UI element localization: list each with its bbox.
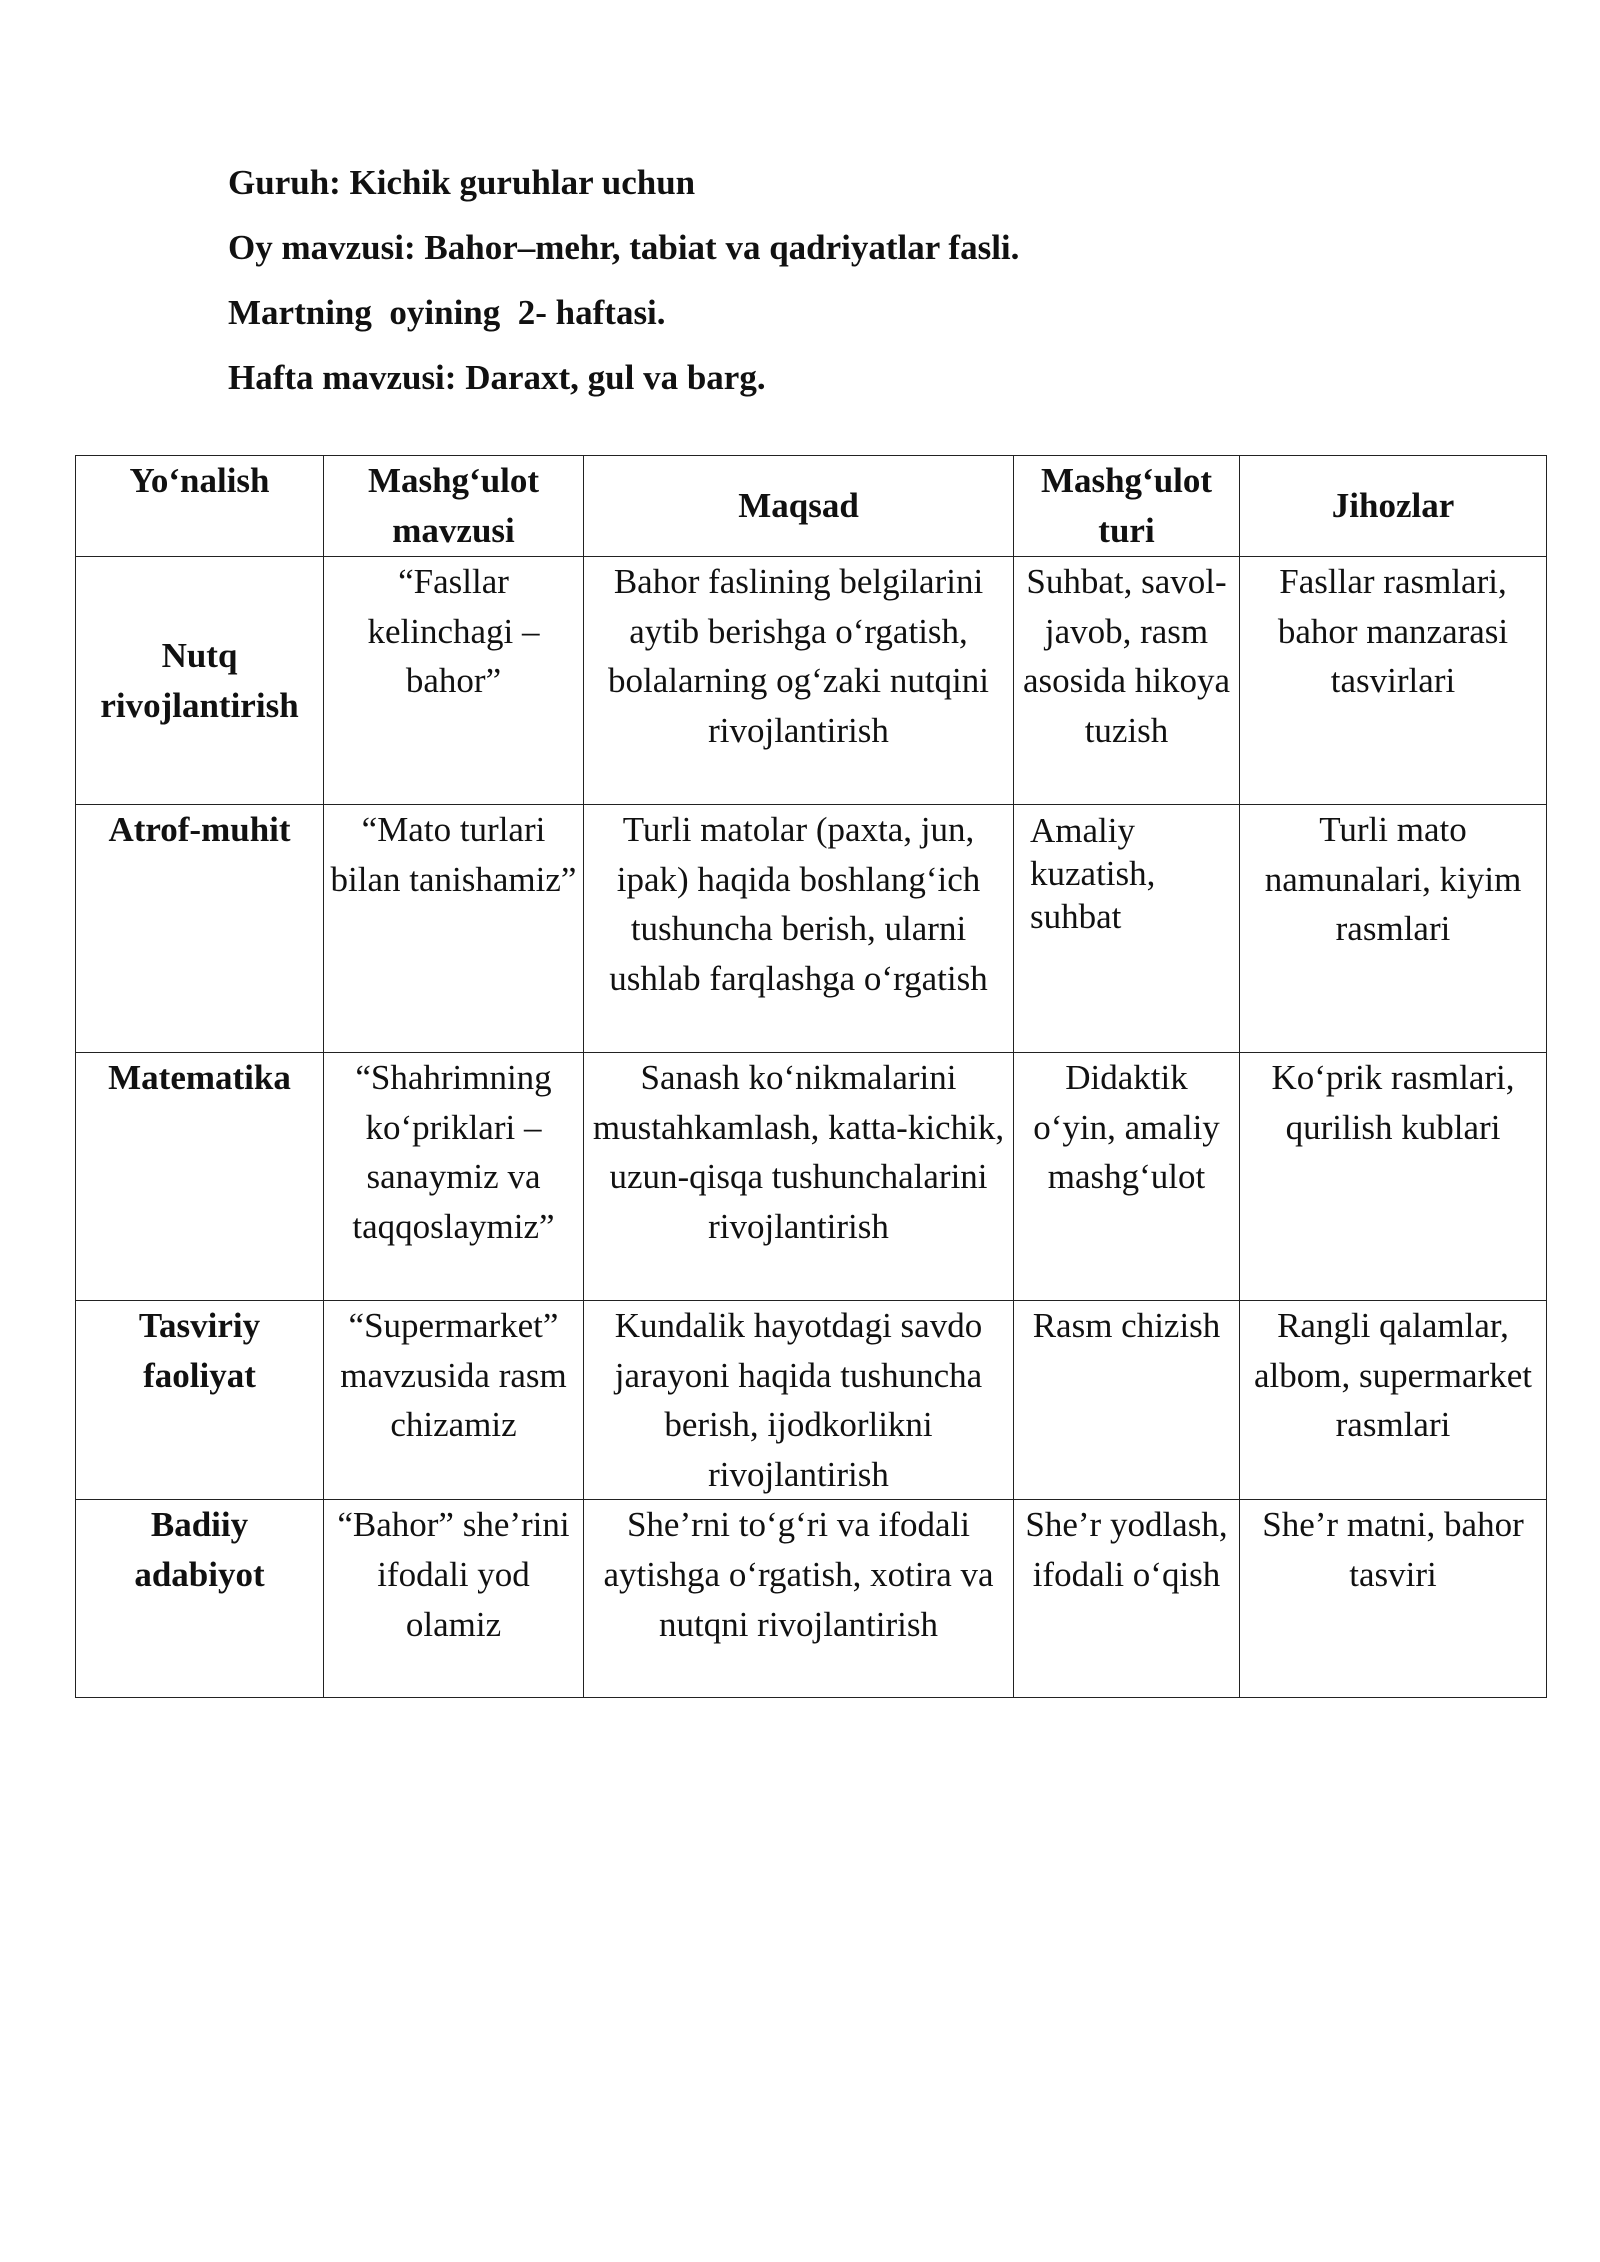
type-cell: Amaliy kuzatish, suhbat	[1014, 805, 1240, 1053]
equipment-cell: Turli mato namunalari, kiyim rasmlari	[1240, 805, 1547, 1053]
goal-cell: Sanash ko‘nikmalarini mustahkamlash, katta-kichik, uzun-qisqa tushunchalarini rivojlantirish	[584, 1053, 1014, 1301]
group-line: Guruh: Kichik guruhlar uchun	[228, 163, 696, 202]
table-row	[76, 1301, 1547, 1500]
equipment-cell: She’r matni, bahor tasviri	[1240, 1500, 1547, 1698]
type-cell: She’r yodlash, ifodali o‘qish	[1014, 1500, 1240, 1698]
goal-cell: Turli matolar (paxta, jun, ipak) haqida boshlang‘ich tushuncha berish, ularni ushlab farqlashga o‘rgatish	[584, 805, 1014, 1053]
direction-cell: Matematika	[76, 1053, 324, 1301]
week-of-month-line: Martning oyining 2- haftasi.	[228, 293, 666, 332]
direction-cell: Atrof-muhit	[76, 805, 324, 1053]
table-header-row	[76, 456, 1547, 557]
topic-cell: “Mato turlari bilan tanishamiz”	[324, 805, 584, 1053]
type-cell: Didaktik o‘yin, amaliy mashg‘ulot	[1014, 1053, 1240, 1301]
column-header-topic: Mashg‘ulot mavzusi	[324, 456, 584, 557]
goal-cell: Kundalik hayotdagi savdo jarayoni haqida tushuncha berish, ijodkorlikni rivojlantirish	[584, 1301, 1014, 1500]
goal-cell: She’rni to‘g‘ri va ifodali aytishga o‘rgatish, xotira va nutqni rivojlantirish	[584, 1500, 1014, 1698]
equipment-cell: Rangli qalamlar, albom, supermarket rasmlari	[1240, 1301, 1547, 1500]
document-header	[228, 150, 1428, 410]
month-theme-line: Oy mavzusi: Bahor–mehr, tabiat va qadriyatlar fasli.	[228, 228, 1020, 267]
topic-cell: “Fasllar kelinchagi – bahor”	[324, 557, 584, 805]
direction-cell: Badiiy adabiyot	[76, 1500, 324, 1698]
table-row	[76, 557, 1547, 805]
topic-cell: “Supermarket” mavzusida rasm chizamiz	[324, 1301, 584, 1500]
column-header-type: Mashg‘ulot turi	[1014, 456, 1240, 557]
table-row	[76, 1500, 1547, 1698]
table-row	[76, 1053, 1547, 1301]
column-header-direction: Yo‘nalish	[76, 456, 324, 557]
topic-cell: “Bahor” she’rini ifodali yod olamiz	[324, 1500, 584, 1698]
equipment-cell: Ko‘prik rasmlari, qurilish kublari	[1240, 1053, 1547, 1301]
table-row	[76, 805, 1547, 1053]
direction-cell: Nutq rivojlantirish	[76, 557, 324, 805]
column-header-goal: Maqsad	[584, 456, 1014, 557]
week-theme-line: Hafta mavzusi: Daraxt, gul va barg.	[228, 358, 766, 397]
lesson-plan-table	[75, 455, 1547, 1698]
type-cell: Rasm chizish	[1014, 1301, 1240, 1500]
topic-cell: “Shahrimning ko‘priklari – sanaymiz va taqqoslaymiz”	[324, 1053, 584, 1301]
column-header-equipment: Jihozlar	[1240, 456, 1547, 557]
type-cell: Suhbat, savol-javob, rasm asosida hikoya tuzish	[1014, 557, 1240, 805]
goal-cell: Bahor faslining belgilarini aytib berishga o‘rgatish, bolalarning og‘zaki nutqini rivojlantirish	[584, 557, 1014, 805]
equipment-cell: Fasllar rasmlari, bahor manzarasi tasvirlari	[1240, 557, 1547, 805]
direction-cell: Tasviriy faoliyat	[76, 1301, 324, 1500]
